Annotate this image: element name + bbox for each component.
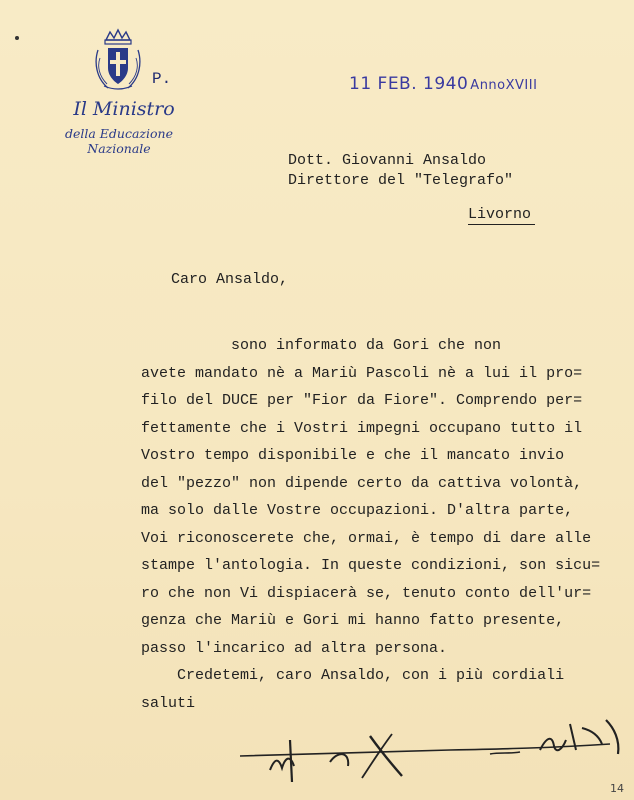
date-stamp-date: 11 FEB. 1940 <box>349 74 469 94</box>
recipient-name: Dott. Giovanni Ansaldo <box>288 152 487 169</box>
body-line: del "pezzo" non dipende certo da cattiva volontà, <box>141 474 583 492</box>
body-line: Voi riconoscerete che, ormai, è tempo di dare alle <box>141 529 592 547</box>
body-line: saluti <box>141 694 196 712</box>
letterhead-title: Il Ministro <box>73 98 175 120</box>
body-line: fettamente che i Vostri impegni occupano tutto il <box>141 419 583 437</box>
date-stamp <box>349 74 537 94</box>
body-line: Credetemi, caro Ansaldo, con i più cordiali <box>141 667 565 684</box>
body-line: sono informato da Gori che non <box>141 337 502 354</box>
greeting: Caro Ansaldo, <box>171 271 289 288</box>
body-line: stampe l'antologia. In queste condizioni, son sicu= <box>141 557 601 574</box>
recipient-title: Direttore del "Telegrafo" <box>288 172 514 189</box>
body-line: ro che non Vi dispiacerà se, tenuto conto dell'ur= <box>141 584 592 602</box>
letterhead-subtitle: della Educazione Nazionale <box>64 126 173 156</box>
page-number: 14 <box>610 782 624 795</box>
body-line: filo del DUCE per "Fior da Fiore". Comprendo per= <box>141 392 583 409</box>
handwritten-signature <box>230 710 630 790</box>
body-line: Vostro tempo disponibile e che il mancato invio <box>141 447 565 464</box>
letter-body <box>141 337 621 722</box>
date-stamp-era: AnnoXVIII <box>470 78 538 93</box>
body-line: avete mandato nè a Mariù Pascoli nè a lui il pro= <box>141 364 583 382</box>
letterhead-mark: P. <box>152 70 172 88</box>
punch-mark <box>15 36 19 40</box>
body-line: ma solo dalle Vostre occupazioni. D'altra parte, <box>141 502 574 519</box>
savoy-crest-icon <box>90 28 146 92</box>
body-line: passo l'incarico ad altra persona. <box>141 639 448 657</box>
recipient-city: Livorno <box>468 206 535 225</box>
body-line: genza che Mariù e Gori mi hanno fatto presente, <box>141 612 565 629</box>
